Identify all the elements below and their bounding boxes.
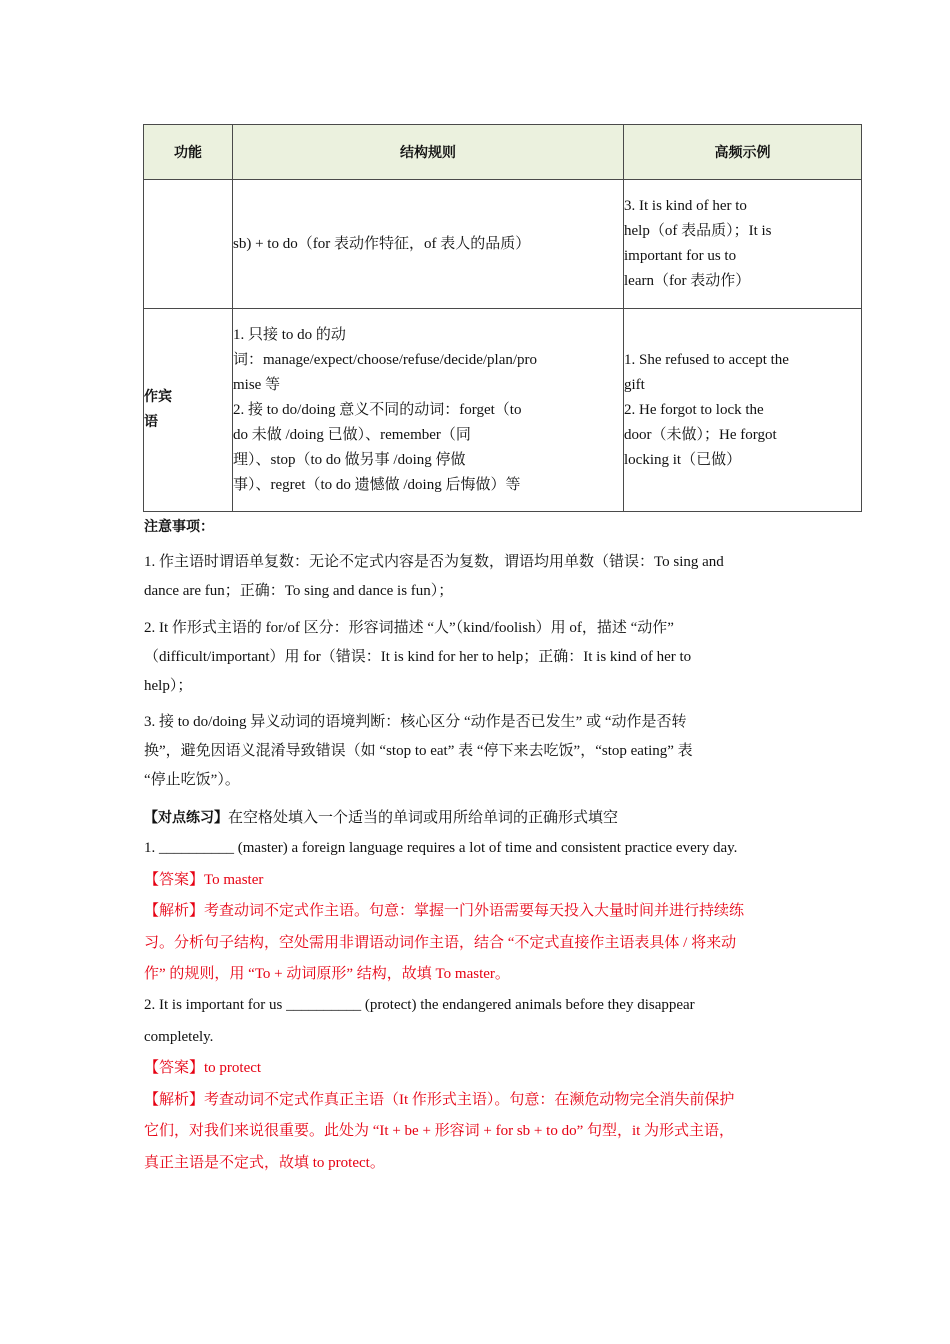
example-line: 2. He forgot to lock the <box>624 401 764 418</box>
example-line: 3. It is kind of her to <box>624 198 747 214</box>
practice-instruction: 在空格处填入一个适当的单词或用所给单词的正确形式填空 <box>228 810 619 826</box>
example-line: gift <box>624 376 645 393</box>
note-line: 1. 作主语时谓语单复数：无论不定式内容是否为复数，谓语均用单数（错误：To sing and <box>144 554 724 570</box>
note-line: 换”，避免因语义混淆导致错误（如 “stop to eat” 表 “停下来去吃饭”，“stop eating” 表 <box>144 743 693 759</box>
rule-line: 1. 只接 to do 的动 <box>233 326 346 343</box>
notes-title: 注意事项： <box>144 519 214 535</box>
example-line: 1. She refused to accept the <box>624 351 789 368</box>
rule-line: do 未做 /doing 已做）、remember（同 <box>233 426 471 443</box>
note-line: （difficult/important）用 for（错误：It is kind for her to help；正确：It is kind of her to <box>144 649 692 665</box>
example-line: door（未做）；He forgot <box>624 426 777 443</box>
example-line: important for us to <box>624 248 737 264</box>
note-line: dance are fun；正确：To sing and dance is fun）； <box>144 583 454 599</box>
note-item <box>144 614 691 701</box>
practice-heading <box>144 804 618 833</box>
analysis-line: 【解析】考查动词不定式作主语。句意：掌握一门外语需要每天投入大量时间并进行持续练 <box>144 903 745 919</box>
question-text: completely. <box>144 1028 214 1045</box>
rule-cell <box>233 180 624 309</box>
note-line: 3. 接 to do/doing 异义动词的语境判断：核心区分 “动作是否已发生” 或 “动作是否转 <box>144 714 687 730</box>
table-row <box>144 309 862 512</box>
answer-text: 【答案】to protect <box>144 1060 262 1076</box>
table-row <box>144 180 862 309</box>
example-line: learn（for 表动作） <box>624 273 751 289</box>
example-cell <box>624 180 862 309</box>
table-header-row <box>144 125 862 180</box>
note-line: “停止吃饭”）。 <box>144 772 240 788</box>
rule-line: mise 等 <box>233 376 281 393</box>
analysis-line: 作” 的规则，用 “To + 动词原形” 结构，故填 To master。 <box>144 966 510 982</box>
function-cell <box>144 180 233 309</box>
question-text: 2. It is important for us __________ (protect) the endangered animals before they disappear <box>144 997 695 1013</box>
example-cell <box>624 309 862 512</box>
analysis-line: 它们，对我们来说很重要。此处为 “It + be + 形容词 + for sb + to do” 句型，it 为形式主语， <box>144 1123 735 1139</box>
practice-title: 【对点练习】 <box>144 810 228 826</box>
note-item <box>144 548 724 606</box>
analysis-line: 真正主语是不定式，故填 to protect。 <box>144 1154 385 1171</box>
rule-line: 理）、stop（to do 做另事 /doing 停做 <box>233 451 466 468</box>
grammar-rules-table <box>143 124 862 512</box>
note-line: help）； <box>144 678 193 694</box>
example-line: locking it（已做） <box>624 451 742 468</box>
function-cell <box>144 309 233 512</box>
note-line: 2. It 作形式主语的 for/of 区分：形容词描述 “人”（kind/foolish）用 of，描述 “动作” <box>144 620 674 636</box>
header-example: 高频示例 <box>624 125 862 180</box>
question-2 <box>144 990 734 1179</box>
function-line: 作宾 <box>144 389 172 405</box>
analysis-line: 【解析】考查动词不定式作真正主语（It 作形式主语）。句意：在濒危动物完全消失前保护 <box>144 1091 735 1108</box>
rule-line: 事）、regret（to do 遗憾做 /doing 后悔做）等 <box>233 476 521 493</box>
rule-line: 词：manage/expect/choose/refuse/decide/plan/pro <box>233 351 538 368</box>
rule-line: 2. 接 to do/doing 意义不同的动词：forget（to <box>233 401 522 418</box>
question-text: 1. __________ (master) a foreign language requires a lot of time and consistent practice every day. <box>144 840 738 856</box>
analysis-line: 习。分析句子结构，空处需用非谓语动词作主语，结合 “不定式直接作主语表具体 / 将来动 <box>144 934 737 951</box>
header-function: 功能 <box>144 125 233 180</box>
header-rule: 结构规则 <box>233 125 624 180</box>
question-1 <box>144 833 744 991</box>
example-line: help（of 表品质）；It is <box>624 223 772 239</box>
answer-text: 【答案】To master <box>144 871 264 888</box>
function-line: 语 <box>144 414 158 430</box>
note-item <box>144 708 693 795</box>
rule-cell <box>233 309 624 512</box>
rule-line: sb) + to do（for 表动作特征，of 表人的品质） <box>233 235 531 252</box>
